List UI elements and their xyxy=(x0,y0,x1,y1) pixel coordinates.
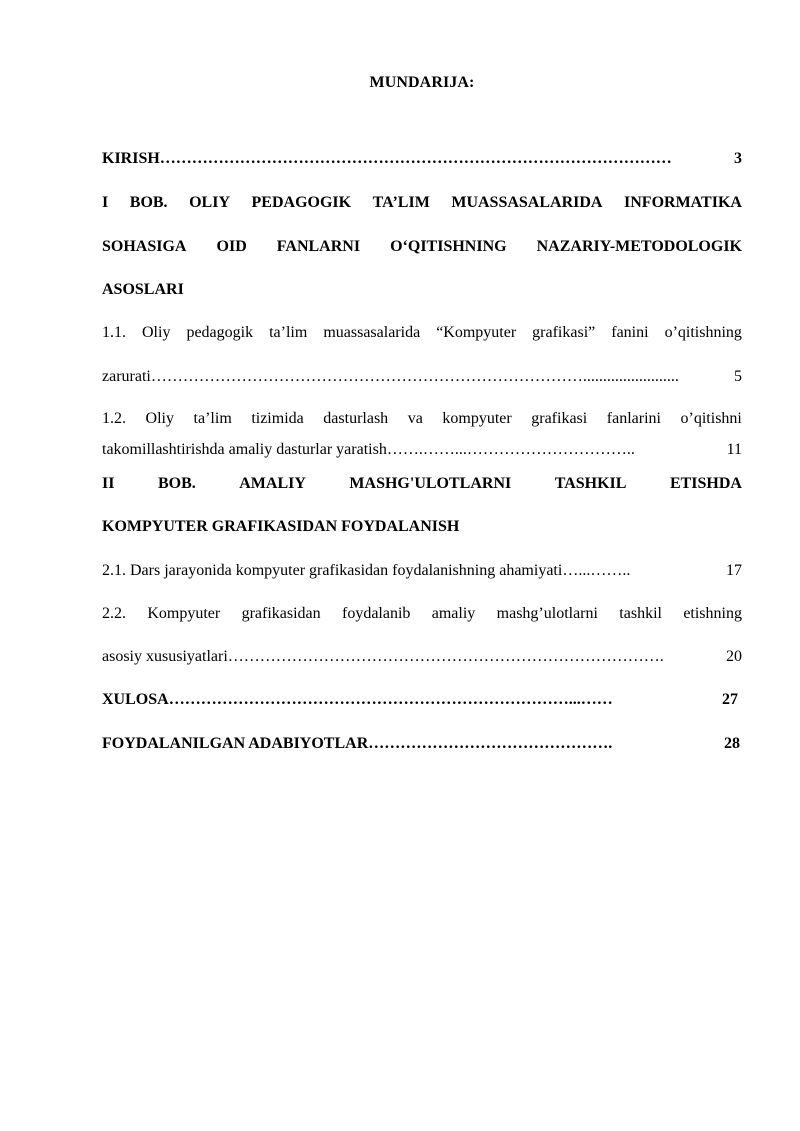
toc-word: grafikasidan xyxy=(241,605,321,622)
toc-word: Oliy xyxy=(142,324,171,341)
toc-chapter-1-line-3[interactable]: ASOSLARI xyxy=(102,281,184,298)
toc-entry-text: asosiy xususiyatlari xyxy=(102,648,228,665)
toc-word: ta’lim xyxy=(269,324,308,341)
toc-leader-dots: …...…….. xyxy=(562,562,631,579)
toc-word: 1.1. xyxy=(102,324,126,341)
toc-word: I xyxy=(102,194,109,211)
toc-word: FANLARNI xyxy=(276,238,361,255)
toc-word: ta’lim xyxy=(193,410,232,427)
toc-page-number: 27 xyxy=(722,691,738,708)
toc-word: tizimida xyxy=(251,410,304,427)
toc-section-1-1-line-1[interactable] xyxy=(102,322,742,344)
toc-word: muassasalarida xyxy=(323,324,421,341)
toc-word: INFORMATIKA xyxy=(624,194,742,211)
toc-section-2-2-line-2[interactable] xyxy=(102,646,742,668)
toc-word: SOHASIGA xyxy=(102,238,187,255)
toc-leader-dots: ………………………………………. xyxy=(368,735,613,752)
toc-word: Kompyuter xyxy=(147,605,221,622)
toc-word: grafikasi xyxy=(531,410,588,427)
toc-leader-dots: …….……...………………………….. xyxy=(386,441,635,458)
toc-word: grafikasi” xyxy=(532,324,596,341)
toc-section-2-2-line-1[interactable] xyxy=(102,603,742,625)
toc-entry-adabiyotlar[interactable] xyxy=(102,733,740,755)
toc-word: BOB. xyxy=(129,194,168,211)
toc-entry-xulosa[interactable] xyxy=(102,689,738,711)
toc-section-2-1[interactable] xyxy=(102,560,742,582)
toc-word: PEDAGOGIK xyxy=(251,194,352,211)
toc-entry-text: XULOSA xyxy=(102,691,169,708)
toc-chapter-1-line-1[interactable] xyxy=(102,192,742,214)
toc-word: etishning xyxy=(683,605,742,622)
toc-leader-dots: ………………………………………………………………………. xyxy=(227,648,664,665)
toc-word: amaliy xyxy=(431,605,476,622)
toc-word: Oliy xyxy=(145,410,174,427)
toc-word: OLIY xyxy=(189,194,230,211)
toc-page-number: 3 xyxy=(734,150,742,167)
toc-page-number: 5 xyxy=(734,368,742,385)
toc-title: MUNDARIJA: xyxy=(369,74,475,91)
toc-word: fanini xyxy=(611,324,649,341)
toc-word: II xyxy=(102,475,115,492)
toc-word: o’qitishning xyxy=(664,324,742,341)
toc-entry-text: takomillashtirishda amaliy dasturlar yaratish xyxy=(102,441,387,458)
toc-entry-text: 2.1. Dars jarayonida kompyuter grafikasidan foydalanishning ahamiyati xyxy=(102,562,563,579)
toc-word: 1.2. xyxy=(102,410,126,427)
toc-word: “Kompyuter xyxy=(436,324,517,341)
toc-chapter-2-line-1[interactable] xyxy=(102,473,742,495)
toc-word: TA’LIM xyxy=(372,194,430,211)
toc-word: ETISHDA xyxy=(669,475,742,492)
toc-page-number: 20 xyxy=(726,648,742,665)
toc-word: fanlarini xyxy=(606,410,661,427)
toc-entry-text: FOYDALANILGAN ADABIYOTLAR xyxy=(102,735,369,752)
toc-word: foydalanib xyxy=(341,605,411,622)
toc-page-number: 11 xyxy=(726,441,742,458)
toc-section-1-2-line-2[interactable] xyxy=(102,439,742,461)
toc-word: o’qitishni xyxy=(680,410,742,427)
toc-word: NAZARIY-METODOLOGIK xyxy=(536,238,742,255)
toc-leader-dots: ………………………………………………………………………........................ xyxy=(150,368,679,385)
toc-page-number: 17 xyxy=(726,562,742,579)
toc-word: dasturlash xyxy=(323,410,389,427)
toc-word: O‘QITISHNING xyxy=(390,238,507,255)
toc-word: MUASSASALARIDA xyxy=(451,194,603,211)
toc-word: AMALIY xyxy=(239,475,306,492)
toc-leader-dots: …………………………………………………………………………………… xyxy=(159,150,672,167)
toc-chapter-1-line-2[interactable] xyxy=(102,236,742,258)
toc-page-number: 28 xyxy=(724,735,740,752)
toc-leader-dots: …………………………………………………………………...…… xyxy=(168,691,613,708)
toc-word: MASHG'ULOTLARNI xyxy=(349,475,512,492)
toc-word: TASHKIL xyxy=(554,475,627,492)
toc-word: tashkil xyxy=(619,605,662,622)
toc-word: BOB. xyxy=(157,475,196,492)
toc-section-1-2-line-1[interactable] xyxy=(102,408,742,430)
toc-word: mashg’ulotlarni xyxy=(496,605,598,622)
toc-entry-text: zarurati xyxy=(102,368,151,385)
toc-word: kompyuter xyxy=(442,410,512,427)
toc-word: pedagogik xyxy=(186,324,254,341)
toc-word: va xyxy=(407,410,423,427)
toc-section-1-1-line-2[interactable] xyxy=(102,366,742,388)
toc-entry-text: KIRISH xyxy=(102,150,160,167)
toc-word: 2.2. xyxy=(102,605,126,622)
toc-entry-kirish[interactable] xyxy=(102,148,742,170)
toc-chapter-2-line-2[interactable]: KOMPYUTER GRAFIKASIDAN FOYDALANISH xyxy=(102,518,460,535)
toc-word: OID xyxy=(216,238,247,255)
